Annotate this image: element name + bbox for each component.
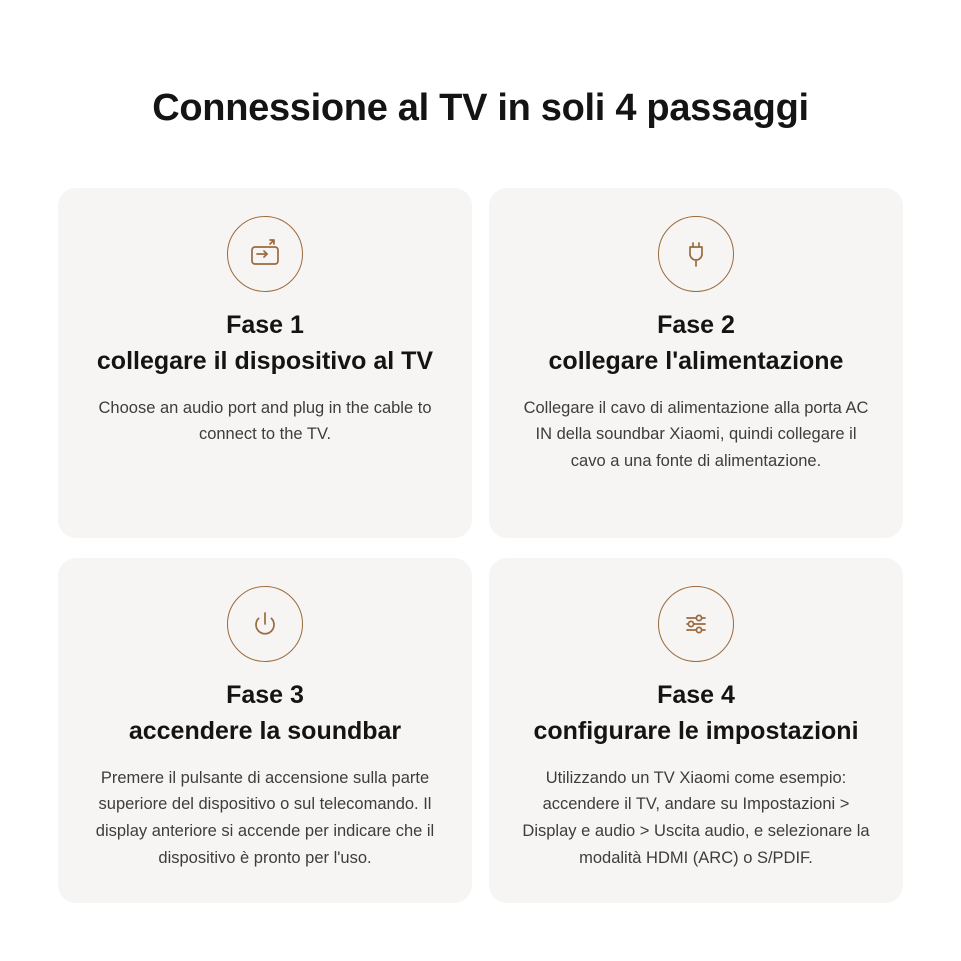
step-description-4: Utilizzando un TV Xiaomi come esempio: accendere il TV, andare su Impostazioni > Display e audio > Uscita audio, e selezionare la modalità HDMI (ARC) o S/PDIF. xyxy=(522,768,870,867)
step-title-2: collegare l'alimentazione xyxy=(548,347,844,376)
step-label-4: Fase 4 xyxy=(657,680,735,709)
settings-sliders-icon xyxy=(658,586,734,662)
steps-grid xyxy=(58,130,903,903)
step-card-2 xyxy=(489,188,903,538)
step-label-3: Fase 3 xyxy=(226,680,304,709)
step-title-1: collegare il dispositivo al TV xyxy=(96,347,434,376)
step-title-4: configurare le impostazioni xyxy=(533,717,859,746)
step-description-3: Premere il pulsante di accensione sulla parte superiore del dispositivo o sul telecomando. Il display anteriore si accende per indicare che il dispositivo è pronto per l'uso. xyxy=(95,768,435,867)
step-label-1: Fase 1 xyxy=(226,310,304,339)
step-card-1 xyxy=(58,188,472,538)
page-title: Connessione al TV in soli 4 passaggi xyxy=(152,87,809,129)
step-label-2: Fase 2 xyxy=(657,310,735,339)
power-button-icon xyxy=(227,586,303,662)
power-plug-icon xyxy=(658,216,734,292)
step-description-2: Collegare il cavo di alimentazione alla porta AC IN della soundbar Xiaomi, quindi collegare il cavo a una fonte di alimentazione. xyxy=(523,398,869,470)
step-title-3: accendere la soundbar xyxy=(128,717,402,746)
tv-connect-icon xyxy=(227,216,303,292)
step-card-4 xyxy=(489,558,903,903)
step-description-1: Choose an audio port and plug in the cable to connect to the TV. xyxy=(98,398,432,444)
step-card-3 xyxy=(58,558,472,903)
